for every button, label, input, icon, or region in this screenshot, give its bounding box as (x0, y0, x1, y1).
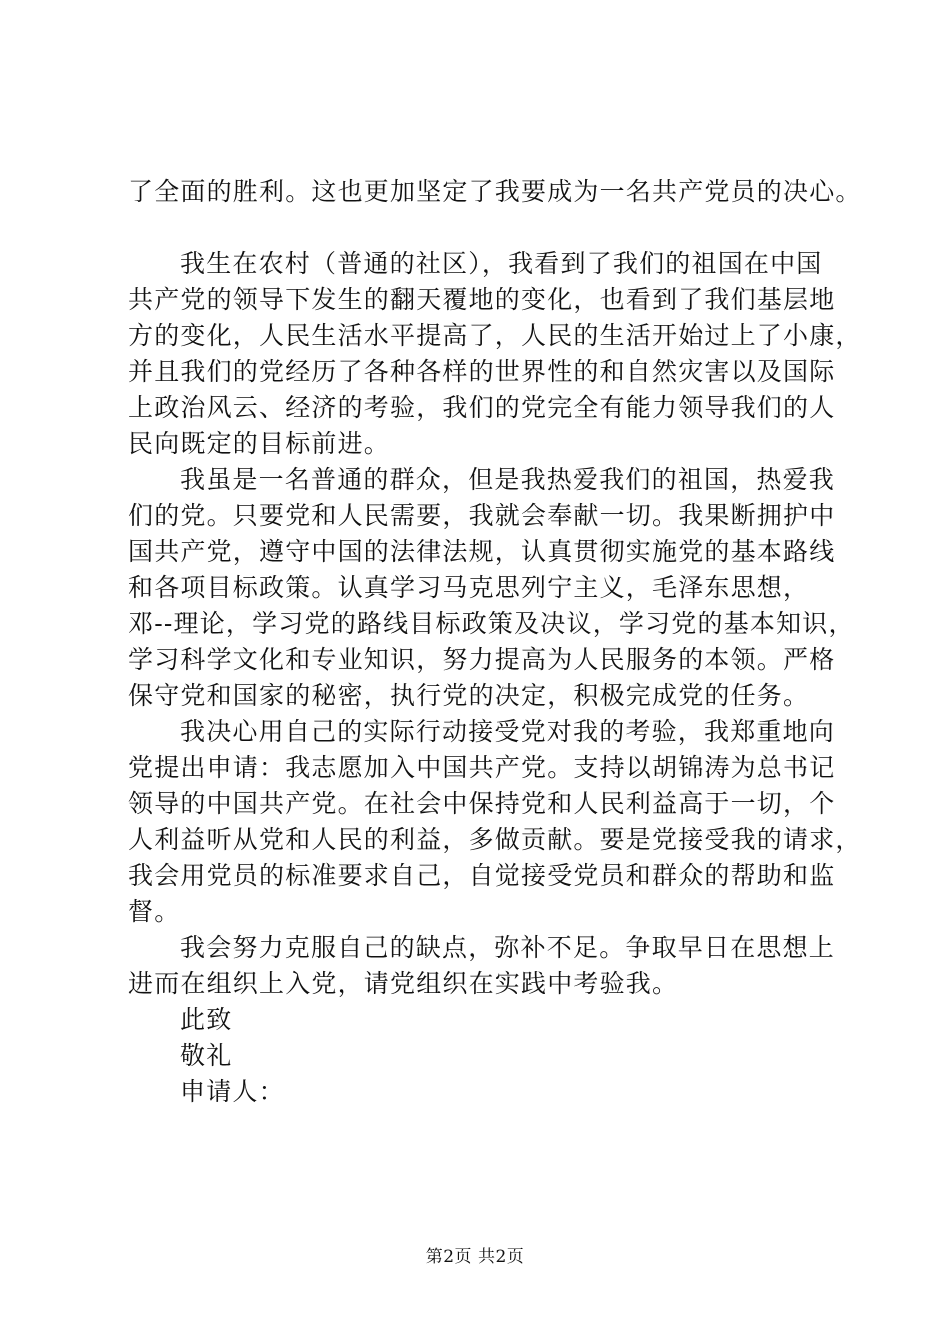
paragraph-2 (128, 462, 855, 714)
paragraph-line: 我虽是一名普通的群众，但是我热爱我们的祖国，热爱我 (180, 465, 836, 494)
paragraph-3 (128, 714, 862, 930)
paragraph-line: 党提出申请：我志愿加入中国共产党。支持以胡锦涛为总书记 (128, 753, 836, 782)
paragraph-line: 我生在农村（普通的社区），我看到了我们的祖国在中国 (180, 249, 823, 278)
paragraph-line: 共产党的领导下发生的翻天覆地的变化，也看到了我们基层地 (128, 285, 836, 314)
closing-block (128, 1002, 838, 1110)
paragraph-line: 民向既定的目标前进。 (128, 429, 391, 458)
paragraph-line: 和各项目标政策。认真学习马克思列宁主义，毛泽东思想， (128, 573, 810, 602)
paragraph-line: 国共产党，遵守中国的法律法规，认真贯彻实施党的基本路线 (128, 537, 836, 566)
paragraph-line: 方的变化，人民生活水平提高了，人民的生活开始过上了小康， (128, 321, 862, 350)
paragraph-1 (128, 246, 862, 462)
paragraph-line: 我决心用自己的实际行动接受党对我的考验，我郑重地向 (180, 717, 836, 746)
letter-body (128, 174, 862, 1110)
paragraph-line: 们的党。只要党和人民需要，我就会奉献一切。我果断拥护中 (128, 501, 836, 530)
continuation-line: 了全面的胜利。这也更加坚定了我要成为一名共产党员的决心。 (128, 177, 862, 206)
applicant-signature-label: 申请人： (180, 1077, 285, 1106)
paragraph-line: 领导的中国共产党。在社会中保持党和人民利益高于一切，个 (128, 789, 836, 818)
paragraph-line: 邓--理论，学习党的路线目标政策及决议，学习党的基本知识， (128, 609, 855, 638)
paragraph-line: 保守党和国家的秘密，执行党的决定，积极完成党的任务。 (128, 681, 810, 710)
paragraph-line: 人利益听从党和人民的利益，多做贡献。要是党接受我的请求， (128, 825, 862, 854)
paragraph-line: 我会努力克服自己的缺点，弥补不足。争取早日在思想上 (180, 933, 836, 962)
paragraph-line: 督。 (128, 897, 181, 926)
paragraph-line: 进而在组织上入党，请党组织在实践中考验我。 (128, 969, 679, 998)
paragraph-line: 并且我们的党经历了各种各样的世界性的和自然灾害以及国际 (128, 357, 836, 386)
page-number-footer: 第2页 共2页 (425, 1247, 525, 1267)
salutation-jingli: 敬礼 (180, 1041, 233, 1070)
salutation-cizhi: 此致 (180, 1005, 233, 1034)
paragraph-line: 学习科学文化和专业知识，努力提高为人民服务的本领。严格 (128, 645, 836, 674)
paragraph-gap (128, 210, 838, 246)
paragraph-line: 上政治风云、经济的考验，我们的党完全有能力领导我们的人 (128, 393, 836, 422)
paragraph-line: 我会用党员的标准要求自己，自觉接受党员和群众的帮助和监 (128, 861, 836, 890)
paragraph-4 (128, 930, 838, 1002)
